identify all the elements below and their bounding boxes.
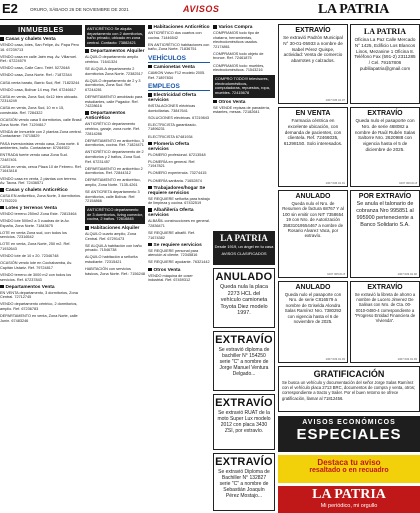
subsection-otros-venta: Otros Venta bbox=[148, 268, 210, 273]
notice-title: ANULADO bbox=[295, 284, 331, 291]
classified-ad: VENDO casa en calle Jaén esq. Av. Villarroel. Ref.: 67224579 bbox=[0, 54, 78, 64]
classified-ad: SE ALQUILA departamento 2 dormitorios Zona Norte. 72382517 bbox=[85, 67, 143, 76]
ads-casas-anticretico bbox=[0, 194, 82, 203]
bullet-icon bbox=[213, 25, 217, 29]
classified-ad: OCASIÓN vendo lote en Cochabamba, Av. Capitán Ustariz. Ref. 79724817 bbox=[0, 261, 73, 270]
notice-en-venta bbox=[278, 107, 348, 187]
subsection-plomeria: Plomería Oferta servicios bbox=[148, 141, 190, 152]
classified-ad: VENDO lote de 10 x 20. 72346748 bbox=[0, 254, 59, 259]
ads-plomeria bbox=[148, 153, 210, 183]
notice-title: EXTRAVÍO bbox=[367, 110, 403, 117]
notice-code: 1007 003.01.02 bbox=[397, 272, 417, 276]
classified-ad: ALQUILO habitación a señorita estudiante. 72315421 bbox=[85, 255, 138, 265]
classified-ad: VENDO casa, lotes, San Felipe, Av. Papa Pero 16. 67239713 bbox=[0, 43, 80, 52]
classified-ad: VENDO terreno 250m2 Zona Este. 72813464 bbox=[0, 211, 77, 216]
classified-ad: VENDO casa, Calle Caro. Teléf. 5272648 bbox=[0, 66, 70, 71]
classified-ad: PLOMERO experiencia. 73274415 bbox=[148, 171, 207, 176]
classified-ad: ALQUILO departamento amplio céntrico. 71641324 bbox=[85, 55, 139, 64]
column-4 bbox=[213, 23, 275, 117]
subsection-camionetas-venta: Camionetas Venta bbox=[148, 65, 210, 70]
classified-ad: DEPARTAMENTO en anticrético, 3 dormitorios, cocina. Ref. 71824471 bbox=[85, 138, 144, 148]
notice-gratificacion bbox=[278, 366, 420, 412]
subsection-departamentos-venta: Departamentos Venta bbox=[0, 285, 82, 290]
notice-title: EXTRAVÍO bbox=[367, 284, 403, 291]
classified-ad: PLOMERÍA sanitaria. 71652874 bbox=[148, 178, 202, 183]
classified-ad: VENDO terreno de 3000 m2 con todos los servicios. Ref. 67237843 bbox=[0, 272, 72, 282]
ads-albanileria bbox=[148, 219, 210, 240]
classified-ad: PASA inversionistas vendo casa, Zona norte. 6 ambientes, baño. Contactarse: 67264922 bbox=[0, 141, 79, 151]
notice-extravio-pasaporte bbox=[350, 107, 420, 187]
ads-otros-venta-2 bbox=[213, 106, 275, 115]
notice-title: EXTRAVÍO bbox=[215, 397, 273, 409]
subsection-departamentos-alquiler: Departamentos Alquiler bbox=[85, 49, 145, 54]
classified-ad: VENDO casa en venta, 2 plantas con terreno. Av. Tacna. Ref. 72436571 bbox=[0, 176, 78, 186]
notice-title: GRATIFICACIÓN bbox=[313, 369, 385, 379]
avisos-economicos-banner bbox=[278, 416, 420, 452]
office-title: LA PATRIA bbox=[363, 27, 407, 36]
notice-anulado-pasaporte bbox=[278, 281, 348, 363]
notice-text: Se extravió RUAT de la moto Super Lux modelo 2012 con placa 3430 ZSI, por extravío. bbox=[217, 410, 271, 434]
classified-ad: ELECTRICISTA 67481934 bbox=[148, 134, 193, 139]
destaca-line-2: resaltado o en recuadro bbox=[309, 467, 389, 474]
bullet-icon bbox=[148, 93, 152, 97]
classified-ad: ENTRADA fuerte vendo casa Zona Sud. 72487401 bbox=[0, 153, 68, 162]
column-2 bbox=[85, 23, 145, 279]
classified-ad: SE VENDE repisas de panadería, estantes, mesas. 72182641 bbox=[213, 105, 270, 115]
subsection-electricidad: Electricidad Oferta servicios bbox=[148, 93, 197, 104]
ads-habitaciones-anticretico bbox=[148, 31, 210, 52]
notice-code: 1007 003.01.03 bbox=[325, 357, 345, 361]
avisos-small: AVISOS ECONÓMICOS bbox=[302, 419, 396, 426]
classified-ad: VENDO máquina de coser industrial. Ref. 67459312 bbox=[148, 273, 193, 283]
promo-logo: LA PATRIA bbox=[220, 233, 268, 243]
classified-ad: DEPARTAMENTO en anticrético, amplio, Zona Norte. 7135-4261 bbox=[85, 178, 141, 187]
notice-title: ANULADO bbox=[215, 271, 273, 283]
section-header-empleos: EMPLEOS bbox=[148, 83, 210, 91]
bullet-icon bbox=[148, 186, 152, 190]
avisos-big: ESPECIALES bbox=[296, 426, 402, 443]
classified-ad: PLOMERO profesional. 67213548 bbox=[148, 152, 206, 157]
ads-se-requiere bbox=[148, 249, 210, 265]
classified-ad: SE REQUIERE ayudante. 76321442 bbox=[148, 260, 210, 265]
notice-title: ANULADO bbox=[295, 193, 331, 200]
notice-title: EN VENTA bbox=[295, 110, 331, 117]
notice-title: EXTRAVÍO bbox=[215, 334, 273, 346]
bullet-icon bbox=[148, 243, 152, 247]
classified-ad: ANTICRÉTICO dos cuartos con cocina. 71446542 bbox=[148, 31, 202, 40]
classified-ad: DEPARTAMENTO en venta, Zona Norte, calle Junín. 67483246 bbox=[0, 314, 78, 323]
boxed-ad: ANTICRÉTICO departamento de 3 dormitorios, living comedor, cocina, 2 baños. 72616845 bbox=[85, 206, 145, 224]
office-text: Oficina La Paz Calle Mercado N° 1425, Edificio Los Blancos Linos, Mezanine 1 Oficina 8. Teléfono Fax (591-2) 2311285 / Cel. 79157806 publilapatria@gmail.com bbox=[354, 37, 416, 71]
subsection-lotes-venta: Lotes y terrenos Venta bbox=[0, 206, 82, 211]
notice-extravio-ruat bbox=[213, 394, 275, 450]
classified-ad: COMPRAMOS todo: muebles, electrodomésticos. 71543216 bbox=[213, 63, 265, 73]
column-3 bbox=[148, 23, 210, 285]
classified-ad: CASA en venta, Zona Sud, 10 m x 15, construida. Ref. 7284322 bbox=[0, 106, 65, 116]
classified-ad: LOTE en venta Zona sud, con todos los servicios. 72316542 bbox=[0, 230, 67, 240]
bullet-icon bbox=[148, 65, 152, 69]
classified-ad: SE ALQUILA habitación con baño privado. 71546738 bbox=[85, 243, 142, 253]
bullet-icon bbox=[85, 111, 89, 115]
classified-ad: SOLUCIONES eléctricas. 67219843 bbox=[148, 115, 209, 120]
classified-ad: CAMION Volvo F12 modelo 2005. Ref. 71897834 bbox=[148, 70, 206, 80]
classified-ad: OCASIÓN vendo casa 5 dormitorios, calle Brasil Zona Norte. Ref: 71294617 bbox=[0, 118, 82, 127]
ads-habitaciones-alquiler bbox=[85, 232, 145, 276]
promo-banner bbox=[213, 231, 275, 265]
notice-extravio-diploma bbox=[213, 331, 275, 391]
classified-ad: CASA en venta, cerca Plaza 10 de Febrero. Ref. 71643418 bbox=[0, 164, 82, 174]
notice-text: Se extravió Padrón Municipal N° 30-01-05933 a nombre de Isabel Pérez Quispe, actividad: Venta de comercio abarrotes y calzados. bbox=[283, 35, 343, 64]
notice-code: 1007 000.01.8 bbox=[399, 181, 417, 185]
notice-anulado-placa bbox=[213, 268, 275, 328]
ads-departamentos-anticretico bbox=[85, 122, 145, 203]
footer-slogan: Mi periódico, mi orgullo bbox=[320, 503, 378, 509]
page-header bbox=[0, 0, 420, 20]
classified-ad: VENDA de Inmueble con 2 plantas Zona central. Contactarse: 74715829 bbox=[0, 129, 82, 139]
footer-logo: LA PATRIA bbox=[312, 487, 386, 502]
classified-ad: LOTE en venta, Zona Norte, 250 m2. Ref. 71932643 bbox=[0, 242, 71, 252]
column-1 bbox=[0, 23, 82, 326]
notice-title: EXTRAVÍO bbox=[295, 27, 331, 34]
destaca-banner bbox=[278, 455, 420, 483]
classified-ad: VENDO casa, Bolívar 14 esq. Ref. 67246617 bbox=[0, 87, 76, 92]
bullet-icon bbox=[0, 285, 4, 289]
page-number: E2 bbox=[2, 1, 18, 16]
subsection-albanileria: Albañilería Oferta servicios bbox=[148, 208, 194, 219]
ads-varios-compra bbox=[213, 31, 275, 73]
bullet-icon bbox=[0, 37, 4, 41]
classified-ad: SE ANTICRETA departamento 3 dormitorios, calle Bolívar. Ref. 72154866 bbox=[85, 189, 140, 204]
boxed-ad: COMPRO TODO!!! televisores, electrodomésticos, computadoras, repuestos, ropa, muebles. 72415678 bbox=[213, 75, 275, 97]
classified-ad: CASA en venta, Zona Sud, 6x12 bien ubicado. 72314249 bbox=[0, 94, 79, 104]
bullet-icon bbox=[148, 268, 152, 272]
classified-ad: SE REQUIERE personal para atención al cliente. 72345816 bbox=[148, 248, 199, 258]
subsection-se-requiere: Se requiere servicios bbox=[148, 243, 210, 248]
notice-text: Queda nulo el pasaporte con Nro. de serie 468082 a nombre de Raúl Rubén Salas Saltorre Nro. 2620988 con vigencia hasta el 5 de diciembre de 2025. bbox=[354, 118, 416, 152]
subsection-casas-venta: Casas y chalets Venta bbox=[0, 37, 82, 42]
notice-title: EXTRAVÍO bbox=[215, 456, 273, 468]
classified-ad: INSTALACIONES eléctricas domiciliarias. 73847641 bbox=[148, 104, 196, 113]
classified-ad: CASA EN anticrético, Zona Norte, 3 dormitorios. 71752220 bbox=[0, 194, 82, 203]
classified-ad: EN ANTICRÉTICO habitaciones con baño, Zona Norte. 71836751 bbox=[148, 42, 210, 52]
la-patria-office-box bbox=[350, 24, 420, 104]
classified-ad: DEPARTAMENTO amoblado para estudiantes, calle Pagador. Ref. 74228616 bbox=[85, 95, 143, 109]
ads-departamentos-alquiler bbox=[85, 55, 145, 108]
notice-text: Se extravió diploma de bachiller N° 154250 serie "C" a nombre de Jorge Manuel Ventura Delgado... bbox=[218, 347, 270, 377]
bullet-icon bbox=[148, 208, 152, 212]
classified-ad: EN VENTA departamento, 3 dormitorios, Zona Central. 72712745 bbox=[0, 290, 78, 300]
section-header-inmuebles: INMUEBLES bbox=[0, 25, 82, 35]
notice-anulado-factura bbox=[278, 190, 348, 278]
classified-ad: SE REQUIERE albañil. Ref. 71674382 bbox=[148, 231, 196, 240]
classified-ad: COMPRAMOS todo objeto de bronce. Ref. 72461875 bbox=[213, 51, 264, 61]
classified-ad: COMPRAMOS todo tipo de chatarra, herramientas, electrodomésticos usados. 72174861 bbox=[213, 31, 260, 49]
classified-ad: VENDO lote 500m2 a 3 cuadras de la Av. España, Zona Norte. 71843675 bbox=[0, 219, 70, 228]
classified-ad: ELECTRICISTA garantizado. 71896231 bbox=[148, 122, 197, 132]
classified-ad: SE REQUIERE señorita para trabajo de limpieza y cocina. 67432519 bbox=[148, 196, 210, 206]
notice-code: 1007 005.01.8 bbox=[327, 272, 345, 276]
subsection-trabajadores-hogar: Trabajadores/hogar Se requiere servicios bbox=[148, 185, 206, 196]
notice-por-extravio bbox=[350, 190, 420, 278]
classified-ad: ALQUILO cuarto amplio, Zona Central. Ref. 67291473 bbox=[85, 232, 137, 241]
classified-ad: PLOMERÍA en general. Ref. 71947821 bbox=[148, 159, 196, 169]
classified-ad: ALQUILO departamento de 2 y 3 dormitorios, Zona Sud. Ref. 67244281 bbox=[85, 78, 141, 92]
ads-camionetas-venta bbox=[148, 71, 210, 80]
classified-ad: CASA venta barato, Barrio Sud, Ref. 71823244 bbox=[0, 80, 80, 85]
classified-ad: ANTICRÉTICO departamento céntrico, garaje, zona norte. Ref. 72814286 bbox=[85, 122, 141, 136]
bullet-icon bbox=[85, 49, 89, 53]
notice-text: Se busca un vehículo y documentación del señor Jorge Salas Ramírez con el vehículo placa 2713 BRC, documentos de compra y venta, otros; correspondiente a tracto y trailer. Por el buen retorno se ofrece gratificación, llamar al 71812456. bbox=[282, 380, 416, 401]
classified-ad: ALBAÑIL construcciones en general. 72836471 bbox=[148, 219, 210, 228]
bullet-icon bbox=[213, 100, 217, 104]
subsection-otros-venta-2: Otros Venta bbox=[213, 100, 275, 105]
notice-text: Queda nula la placa 2273 HCL del vehículo camioneta Toyota Diez modelo 1997. bbox=[220, 284, 268, 317]
notice-code: 1007 002.01.03 bbox=[397, 357, 417, 361]
destaca-line-1: Destaca tu aviso bbox=[317, 458, 381, 467]
notice-extravio-bachiller bbox=[213, 453, 275, 511]
notice-title: POR EXTRAVÍO bbox=[358, 193, 412, 200]
classified-ad: HABITACIÓN con servicios básicos, Zona Norte. Ref.: 7156248 bbox=[85, 267, 145, 276]
bullet-icon bbox=[0, 206, 4, 210]
notice-extravio-padron bbox=[278, 24, 348, 104]
classified-ad: DEPARTAMENTO en anticrético 2 dormitorios. Ref. 72844312 bbox=[85, 166, 143, 176]
section-title: AVISOS bbox=[183, 4, 220, 14]
classified-ad: VENDO casa, Zona Norte. Ref.: 71872344 bbox=[0, 73, 72, 78]
classified-ad: VENDO departamento céntrico, 2 dormitorios, amplio. Ref. 67236783 bbox=[0, 302, 78, 311]
subsection-departamentos-anticretico: Departamentos Anticrético bbox=[85, 111, 126, 122]
bullet-icon bbox=[148, 25, 152, 29]
ads-trabajadores-hogar bbox=[148, 197, 210, 206]
subsection-casas-anticretico: Casas y chalets Anticrético bbox=[0, 188, 82, 193]
ads-departamentos-venta bbox=[0, 291, 82, 324]
bullet-icon bbox=[85, 226, 89, 230]
ads-electricidad bbox=[148, 104, 210, 139]
notice-text: Queda nulo el Nro. de Resumen de factura 68767 Y al 100 sin emitir con NIT 7358654 19 con Nro. de Autorización 35831019554467 a nombre de Rosario Alvarez Vaca, por extravío. bbox=[282, 201, 344, 239]
notice-extravio-libreta bbox=[350, 281, 420, 363]
notice-text: Farmacia céntrica en excelente ubicación, con demanda de pacientes, con clientela. Ref. 72466035, 61298150. Solo interesados. bbox=[283, 118, 343, 147]
bullet-icon bbox=[0, 188, 4, 192]
classified-ad: ANTICRÉTICO departamento de 2 dormitorios y 2 baños, Zona Sud. Ref. 67231457 bbox=[85, 150, 144, 164]
notice-text: Se extravió Diploma de Bachiller N° 132827 serie "C" a nombre de Sebastián Joaquín Pérez Mostajo... bbox=[218, 469, 270, 499]
subsection-habitaciones-alquiler: Habitaciones Alquiler bbox=[85, 226, 145, 231]
section-header-vehiculos: VEHÍCULOS bbox=[148, 55, 210, 63]
ads-lotes-venta bbox=[0, 212, 82, 282]
notice-code: 1007 005.01.07 bbox=[325, 98, 345, 102]
footer-banner bbox=[278, 486, 420, 513]
boxed-ad: ANTICRÉTICO Se alquila departamento con 2 dormitorios, baño privado, ubicado en zona central. Contacto: 73882421 bbox=[85, 25, 145, 47]
notice-code: 1007 006.01.01 bbox=[325, 181, 345, 185]
newspaper-logo: LA PATRIA bbox=[318, 2, 390, 17]
page-date: ORURO, SÁBADO 26 DE NOVIEMBRE DE 2021 bbox=[30, 7, 129, 12]
ads-otros-venta bbox=[148, 274, 210, 283]
notice-text: Se extravió la libreta de ahorro a nombre de Lucero Jimenez De Salinas con Nro. de Cta. 00-0010-0480-4 correspondiente a "Progreso Entidad Financiera de Vivienda". bbox=[354, 292, 416, 324]
ads-casas-venta bbox=[0, 43, 82, 186]
subsection-habitaciones-anticretico: Habitaciones Anticrético bbox=[148, 25, 210, 30]
promo-line: AVISOS CLASIFICADOS bbox=[221, 251, 267, 256]
notice-text: Se anula el talonario de cobranza Nro 995851 al 995900 perteneciente a Banco Solidario S.A. bbox=[356, 201, 414, 228]
notice-text: Queda nulo el pasaporte con Nro. de serie C816579 a nombre de Griselda Alondra Salas Ramírez Nro. 7380292 con vigencia hasta el 6 de noviembre de 2025. bbox=[284, 292, 342, 325]
subsection-varios-compra: Varios Compra bbox=[213, 25, 275, 30]
promo-slogan: Desde 1919, un ángel en tu casa bbox=[214, 244, 274, 249]
bullet-icon bbox=[148, 142, 152, 146]
